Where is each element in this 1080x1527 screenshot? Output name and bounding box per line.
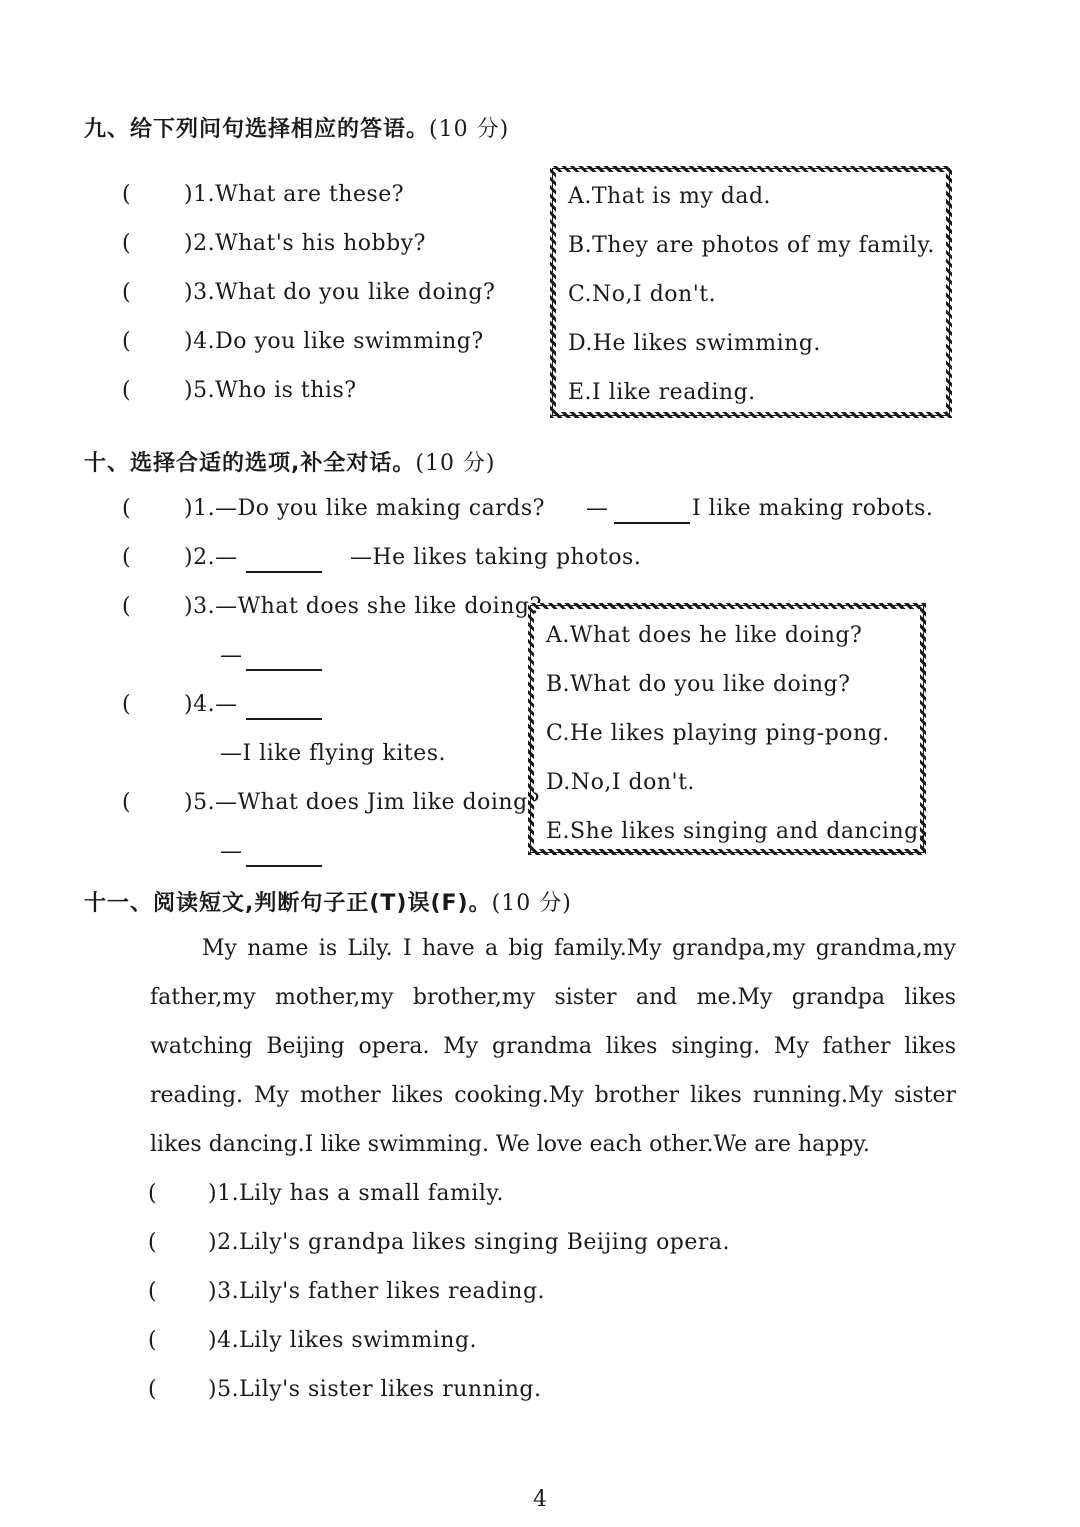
section-10-points: (10 分)	[415, 451, 496, 476]
answer-paren[interactable]: (	[148, 1181, 158, 1206]
question-text: )2.What's his hobby?	[184, 231, 426, 256]
question-text: )1.What are these?	[184, 182, 405, 207]
option-c: C.No,I don't.	[568, 282, 717, 307]
statement-text: )4.Lily likes swimming.	[208, 1328, 478, 1353]
option-d: D.He likes swimming.	[568, 331, 821, 356]
answer-paren[interactable]: (	[122, 496, 132, 521]
reply-text: —He likes taking photos.	[350, 545, 642, 570]
option-a: A.What does he like doing?	[546, 623, 863, 648]
question-text: )5.—What does Jim like doing?	[184, 790, 540, 815]
option-c: C.He likes playing ping-pong.	[546, 721, 890, 746]
option-e: E.She likes singing and dancing.	[546, 819, 927, 844]
reply-text: —I like flying kites.	[220, 741, 446, 766]
statement-text: )2.Lily's grandpa likes singing Beijing opera.	[208, 1230, 731, 1255]
section-10-title: 十、选择合适的选项,补全对话。	[84, 451, 416, 476]
statement-text: )5.Lily's sister likes running.	[208, 1377, 542, 1402]
section-9-options-box	[550, 166, 952, 418]
reply-text: I like making robots.	[692, 496, 934, 521]
answer-blank[interactable]	[246, 549, 322, 573]
section-11-points: (10 分)	[491, 891, 572, 916]
section-11-title: 十一、阅读短文,判断句子正(T)误(F)。	[84, 891, 492, 916]
section-9-title: 九、给下列问句选择相应的答语。	[84, 117, 430, 142]
question-text: )5.Who is this?	[184, 378, 357, 403]
answer-paren[interactable]: (	[148, 1279, 158, 1304]
answer-paren[interactable]: (	[122, 545, 132, 570]
option-b: B.They are photos of my family.	[568, 233, 935, 258]
answer-paren[interactable]: (	[122, 280, 132, 305]
section-10-heading	[84, 446, 496, 477]
question-text: )3.What do you like doing?	[184, 280, 496, 305]
answer-paren[interactable]: (	[148, 1230, 158, 1255]
reply-dash: —	[586, 496, 609, 521]
section-11-heading	[84, 886, 572, 917]
question-text: )3.—What does she like doing?	[184, 594, 542, 619]
question-text: )4.Do you like swimming?	[184, 329, 484, 354]
answer-blank[interactable]	[614, 500, 690, 524]
answer-paren[interactable]: (	[122, 182, 132, 207]
passage-text: My name is Lily. I have a big family.My grandpa,my grandma,my father,my mother,my brother,my sister and me.My grandpa likes watching Beijing opera. My grandma likes singing. My father likes reading. My mother likes cooking.My brother likes running.My sister likes dancing.I like swimming. We love each other.We are happy.	[150, 936, 956, 1157]
question-text: )4.—	[184, 692, 238, 717]
answer-paren[interactable]: (	[122, 231, 132, 256]
answer-paren[interactable]: (	[148, 1328, 158, 1353]
statement-text: )3.Lily's father likes reading.	[208, 1279, 546, 1304]
answer-paren[interactable]: (	[122, 378, 132, 403]
answer-paren[interactable]: (	[122, 329, 132, 354]
reading-passage	[150, 924, 956, 1169]
question-text: )1.—Do you like making cards?	[184, 496, 545, 521]
answer-paren[interactable]: (	[122, 594, 132, 619]
answer-paren[interactable]: (	[122, 790, 132, 815]
answer-paren[interactable]: (	[122, 692, 132, 717]
answer-paren[interactable]: (	[148, 1377, 158, 1402]
answer-blank[interactable]	[246, 647, 322, 671]
page-number: 4	[533, 1487, 547, 1512]
section-9-points: (10 分)	[429, 117, 510, 142]
answer-blank[interactable]	[246, 843, 322, 867]
reply-dash: —	[220, 643, 243, 668]
section-9-heading	[84, 112, 509, 143]
question-text: )2.—	[184, 545, 238, 570]
option-b: B.What do you like doing?	[546, 672, 851, 697]
section-10-options-box	[528, 603, 926, 855]
option-e: E.I like reading.	[568, 380, 756, 405]
statement-text: )1.Lily has a small family.	[208, 1181, 504, 1206]
answer-blank[interactable]	[246, 696, 322, 720]
reply-dash: —	[220, 839, 243, 864]
option-a: A.That is my dad.	[568, 184, 772, 209]
option-d: D.No,I don't.	[546, 770, 695, 795]
